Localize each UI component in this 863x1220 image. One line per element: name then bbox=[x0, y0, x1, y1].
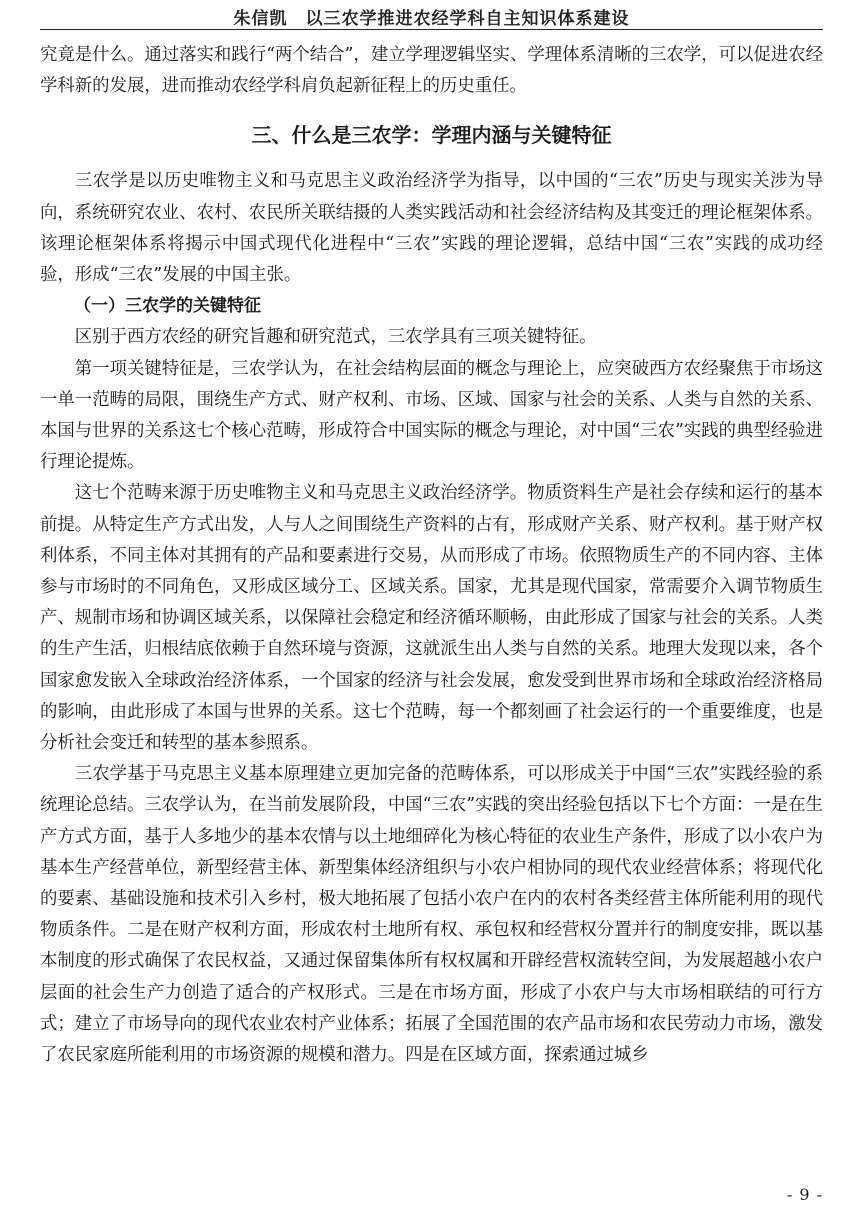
running-header: 朱信凯 以三农学推进农经学科自主知识体系建设 bbox=[233, 9, 630, 29]
subsection-heading: （一）三农学的关键特征 bbox=[74, 296, 261, 317]
paragraph: 三农学是以历史唯物主义和马克思主义政治经济学为指导，以中国的“三农”历史与现实关涉为导向，系统研究农业、农村、农民所关联结摄的人类实践活动和社会经济结构及其变迁的理论框架体系。该理论框架体系将揭示中国式现代化进程中“三农”实践的理论逻辑，总结中国“三农”实践的成功经验，形成“三农”发展的中国主张。 bbox=[40, 171, 823, 286]
page-number: - 9 - bbox=[786, 1185, 823, 1204]
paragraph: 这七个范畴来源于历史唯物主义和马克思主义政治经济学。物质资料生产是社会存续和运行的基本前提。从特定生产方式出发，人与人之间围绕生产资料的占有，形成财产关系、财产权利。基于财产权利体系，不同主体对其拥有的产品和要素进行交易，从而形成了市场。依照物质生产的不同内容、主体参与市场时的不同角色，又形成区域分工、区域关系。国家，尤其是现代国家，常需要介入调节物质生产、规制市场和协调区域关系，以保障社会稳定和经济循环顺畅，由此形成了国家与社会的关系。人类的生产生活，归根结底依赖于自然环境与资源，这就派生出人类与自然的关系。地理大发现以来，各个国家愈发嵌入全球政治经济体系，一个国家的经济与社会发展，愈发受到世界市场和全球政治经济格局的影响，由此形成了本国与世界的关系。这七个范畴，每一个都刻画了社会运行的一个重要维度，也是分析社会变迁和转型的基本参照系。 bbox=[40, 483, 823, 754]
paragraph: 第一项关键特征是，三农学认为，在社会结构层面的概念与理论上，应突破西方农经聚焦于市场这一单一范畴的局限，围绕生产方式、财产权利、市场、区域、国家与社会的关系、人类与自然的关系、本国与世界的关系这七个核心范畴，形成符合中国实际的概念与理论，对中国“三农”实践的典型经验进行理论提炼。 bbox=[40, 358, 823, 473]
header-divider bbox=[40, 29, 823, 30]
section-heading: 三、什么是三农学：学理内涵与关键特征 bbox=[251, 123, 612, 148]
paragraph: 三农学基于马克思主义基本原理建立更加完备的范畴体系，可以形成关于中国“三农”实践经验的系统理论总结。三农学认为，在当前发展阶段，中国“三农”实践的突出经验包括以下七个方面：一是在生产方式方面，基于人多地少的基本农情与以土地细碎化为核心特征的农业生产条件，形成了以小农户为基本生产经营单位，新型经营主体、新型集体经济组织与小农户相协同的现代农业经营体系；将现代化的要素、基础设施和技术引入乡村，极大地拓展了包括小农户在内的农村各类经营主体所能利用的现代物质条件。二是在财产权利方面，形成农村土地所有权、承包权和经营权分置并行的制度安排，既以基本制度的形式确保了农民权益，又通过保留集体所有权权属和开辟经营权流转空间，为发展超越小农户层面的社会生产力创造了适合的产权形式。三是在市场方面，形成了小农户与大市场相联结的可行方式；建立了市场导向的现代农业农村产业体系；拓展了全国范围的农产品市场和农民劳动力市场，激发了农民家庭所能利用的市场资源的规模和潜力。四是在区域方面，探索通过城乡 bbox=[40, 764, 823, 1066]
paragraph-continued: 究竟是什么。通过落实和践行“两个结合”，建立学理逻辑坚实、学理体系清晰的三农学，可以促进农经学科新的发展，进而推动农经学科肩负起新征程上的历史重任。 bbox=[40, 45, 823, 97]
paragraph: 区别于西方农经的研究旨趣和研究范式，三农学具有三项关键特征。 bbox=[74, 327, 597, 348]
article-body bbox=[40, 40, 823, 1071]
